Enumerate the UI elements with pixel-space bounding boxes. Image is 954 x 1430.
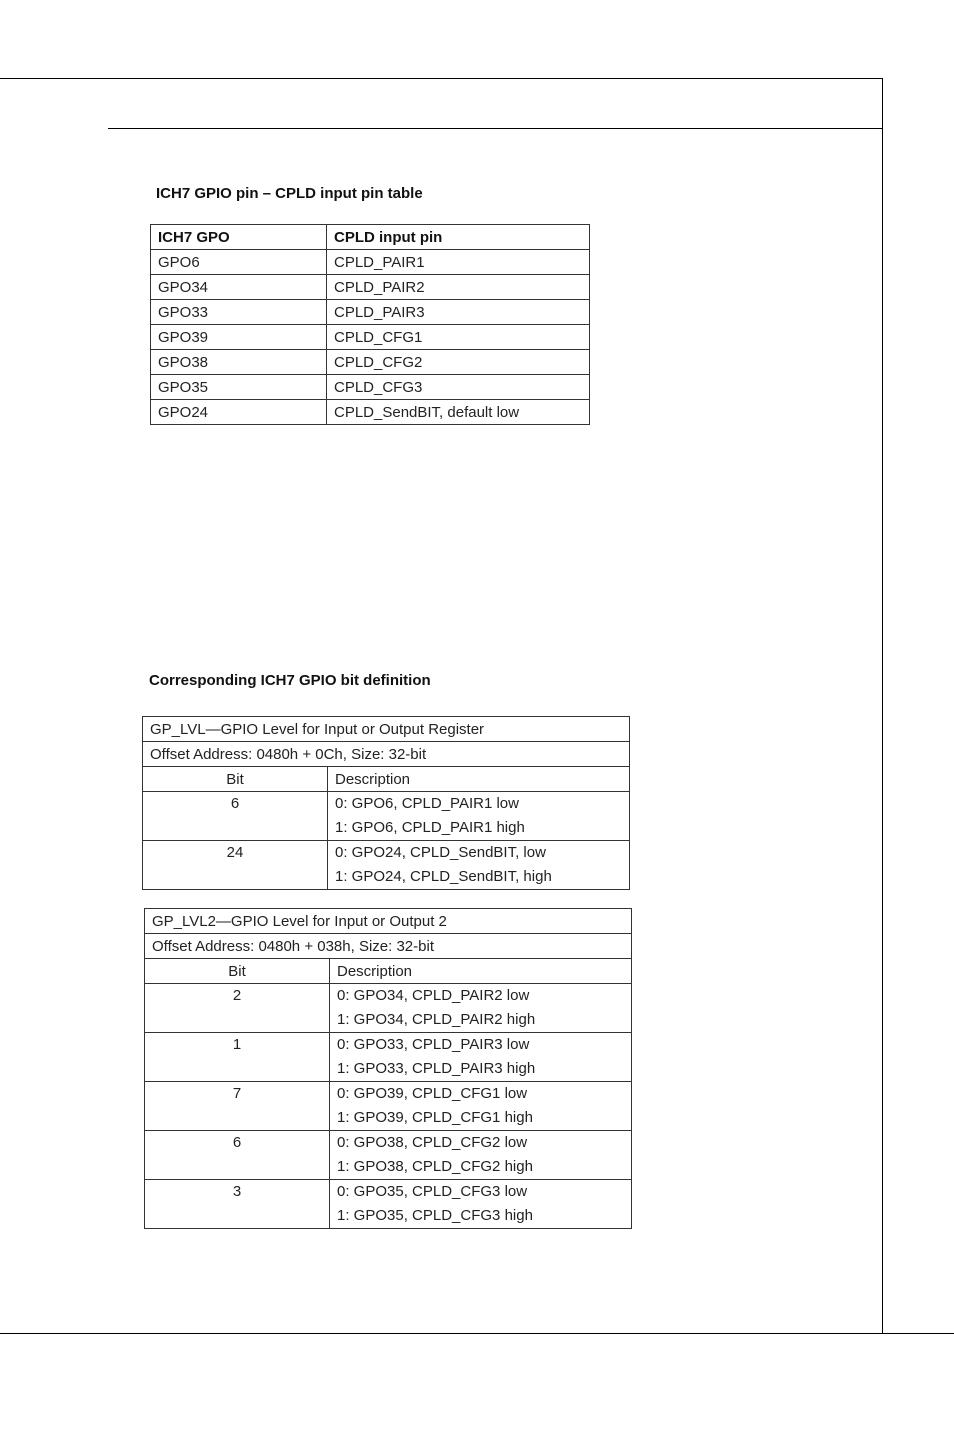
- column-header-cpld-pin: CPLD input pin: [327, 225, 590, 250]
- table-row: [151, 400, 590, 425]
- register-title-row: [145, 909, 632, 934]
- pin-table-heading: ICH7 GPIO pin – CPLD input pin table: [156, 185, 423, 202]
- table-row: [151, 375, 590, 400]
- bit-number: 7: [145, 1082, 330, 1131]
- description-line: 1: GPO34, CPLD_PAIR2 high: [337, 1011, 536, 1028]
- description-line: 1: GPO6, CPLD_PAIR1 high: [335, 819, 525, 836]
- register-title-row: [143, 717, 630, 742]
- table-row: [145, 1033, 632, 1082]
- gpo-cell: GPO33: [151, 300, 327, 325]
- column-header-description: Description: [328, 767, 630, 792]
- bit-number: 6: [143, 792, 328, 841]
- column-header-description: Description: [330, 959, 632, 984]
- register-offset-row: [145, 934, 632, 959]
- register-header-row: [143, 767, 630, 792]
- bit-description: [330, 1131, 632, 1180]
- register-title: GP_LVL—GPIO Level for Input or Output Register: [143, 717, 630, 742]
- table-row: [145, 984, 632, 1033]
- bit-description: [330, 1180, 632, 1229]
- description-line: 1: GPO39, CPLD_CFG1 high: [337, 1109, 533, 1126]
- gpio-cpld-pin-table: [150, 224, 590, 425]
- bit-description: [330, 984, 632, 1033]
- cpld-pin-cell: CPLD_CFG1: [327, 325, 590, 350]
- column-header-bit: Bit: [143, 767, 328, 792]
- bit-description: [328, 792, 630, 841]
- header-rule: [108, 128, 883, 129]
- table-header-row: [151, 225, 590, 250]
- cpld-pin-cell: CPLD_PAIR1: [327, 250, 590, 275]
- bit-number: 3: [145, 1180, 330, 1229]
- gpo-cell: GPO34: [151, 275, 327, 300]
- description-line: 1: GPO24, CPLD_SendBIT, high: [335, 868, 552, 885]
- register-header-row: [145, 959, 632, 984]
- table-row: [143, 841, 630, 890]
- description-line: 1: GPO33, CPLD_PAIR3 high: [337, 1060, 536, 1077]
- description-line: 1: GPO35, CPLD_CFG3 high: [337, 1207, 533, 1224]
- table-row: [145, 1131, 632, 1180]
- bit-description: [328, 841, 630, 890]
- cpld-pin-cell: CPLD_SendBIT, default low: [327, 400, 590, 425]
- column-header-bit: Bit: [145, 959, 330, 984]
- column-header-gpo: ICH7 GPO: [151, 225, 327, 250]
- cpld-pin-cell: CPLD_PAIR3: [327, 300, 590, 325]
- right-margin-rule: [882, 78, 883, 1334]
- cpld-pin-cell: CPLD_PAIR2: [327, 275, 590, 300]
- gp-lvl-register-table: [142, 716, 630, 890]
- table-row: [151, 275, 590, 300]
- register-offset: Offset Address: 0480h + 038h, Size: 32-bit: [145, 934, 632, 959]
- table-row: [151, 250, 590, 275]
- description-line: 0: GPO24, CPLD_SendBIT, low: [335, 844, 546, 861]
- gpo-cell: GPO38: [151, 350, 327, 375]
- top-rule: [0, 78, 883, 79]
- register-offset: Offset Address: 0480h + 0Ch, Size: 32-bit: [143, 742, 630, 767]
- description-line: 0: GPO35, CPLD_CFG3 low: [337, 1183, 528, 1200]
- bit-number: 1: [145, 1033, 330, 1082]
- gpo-cell: GPO39: [151, 325, 327, 350]
- bit-number: 6: [145, 1131, 330, 1180]
- table-row: [145, 1180, 632, 1229]
- gpo-cell: GPO24: [151, 400, 327, 425]
- gp-lvl2-register-table: [144, 908, 632, 1229]
- register-offset-row: [143, 742, 630, 767]
- table-row: [151, 350, 590, 375]
- cpld-pin-cell: CPLD_CFG2: [327, 350, 590, 375]
- description-line: 0: GPO33, CPLD_PAIR3 low: [337, 1036, 530, 1053]
- description-line: 0: GPO38, CPLD_CFG2 low: [337, 1134, 528, 1151]
- description-line: 1: GPO38, CPLD_CFG2 high: [337, 1158, 533, 1175]
- table-row: [151, 300, 590, 325]
- table-row: [151, 325, 590, 350]
- table-row: [145, 1082, 632, 1131]
- bit-description: [330, 1033, 632, 1082]
- bit-number: 2: [145, 984, 330, 1033]
- bottom-rule: [0, 1333, 954, 1334]
- register-title: GP_LVL2—GPIO Level for Input or Output 2: [145, 909, 632, 934]
- gpo-cell: GPO35: [151, 375, 327, 400]
- bit-definition-heading: Corresponding ICH7 GPIO bit definition: [149, 672, 431, 689]
- table-row: [143, 792, 630, 841]
- bit-number: 24: [143, 841, 328, 890]
- description-line: 0: GPO34, CPLD_PAIR2 low: [337, 987, 530, 1004]
- description-line: 0: GPO39, CPLD_CFG1 low: [337, 1085, 528, 1102]
- cpld-pin-cell: CPLD_CFG3: [327, 375, 590, 400]
- description-line: 0: GPO6, CPLD_PAIR1 low: [335, 795, 519, 812]
- gpo-cell: GPO6: [151, 250, 327, 275]
- bit-description: [330, 1082, 632, 1131]
